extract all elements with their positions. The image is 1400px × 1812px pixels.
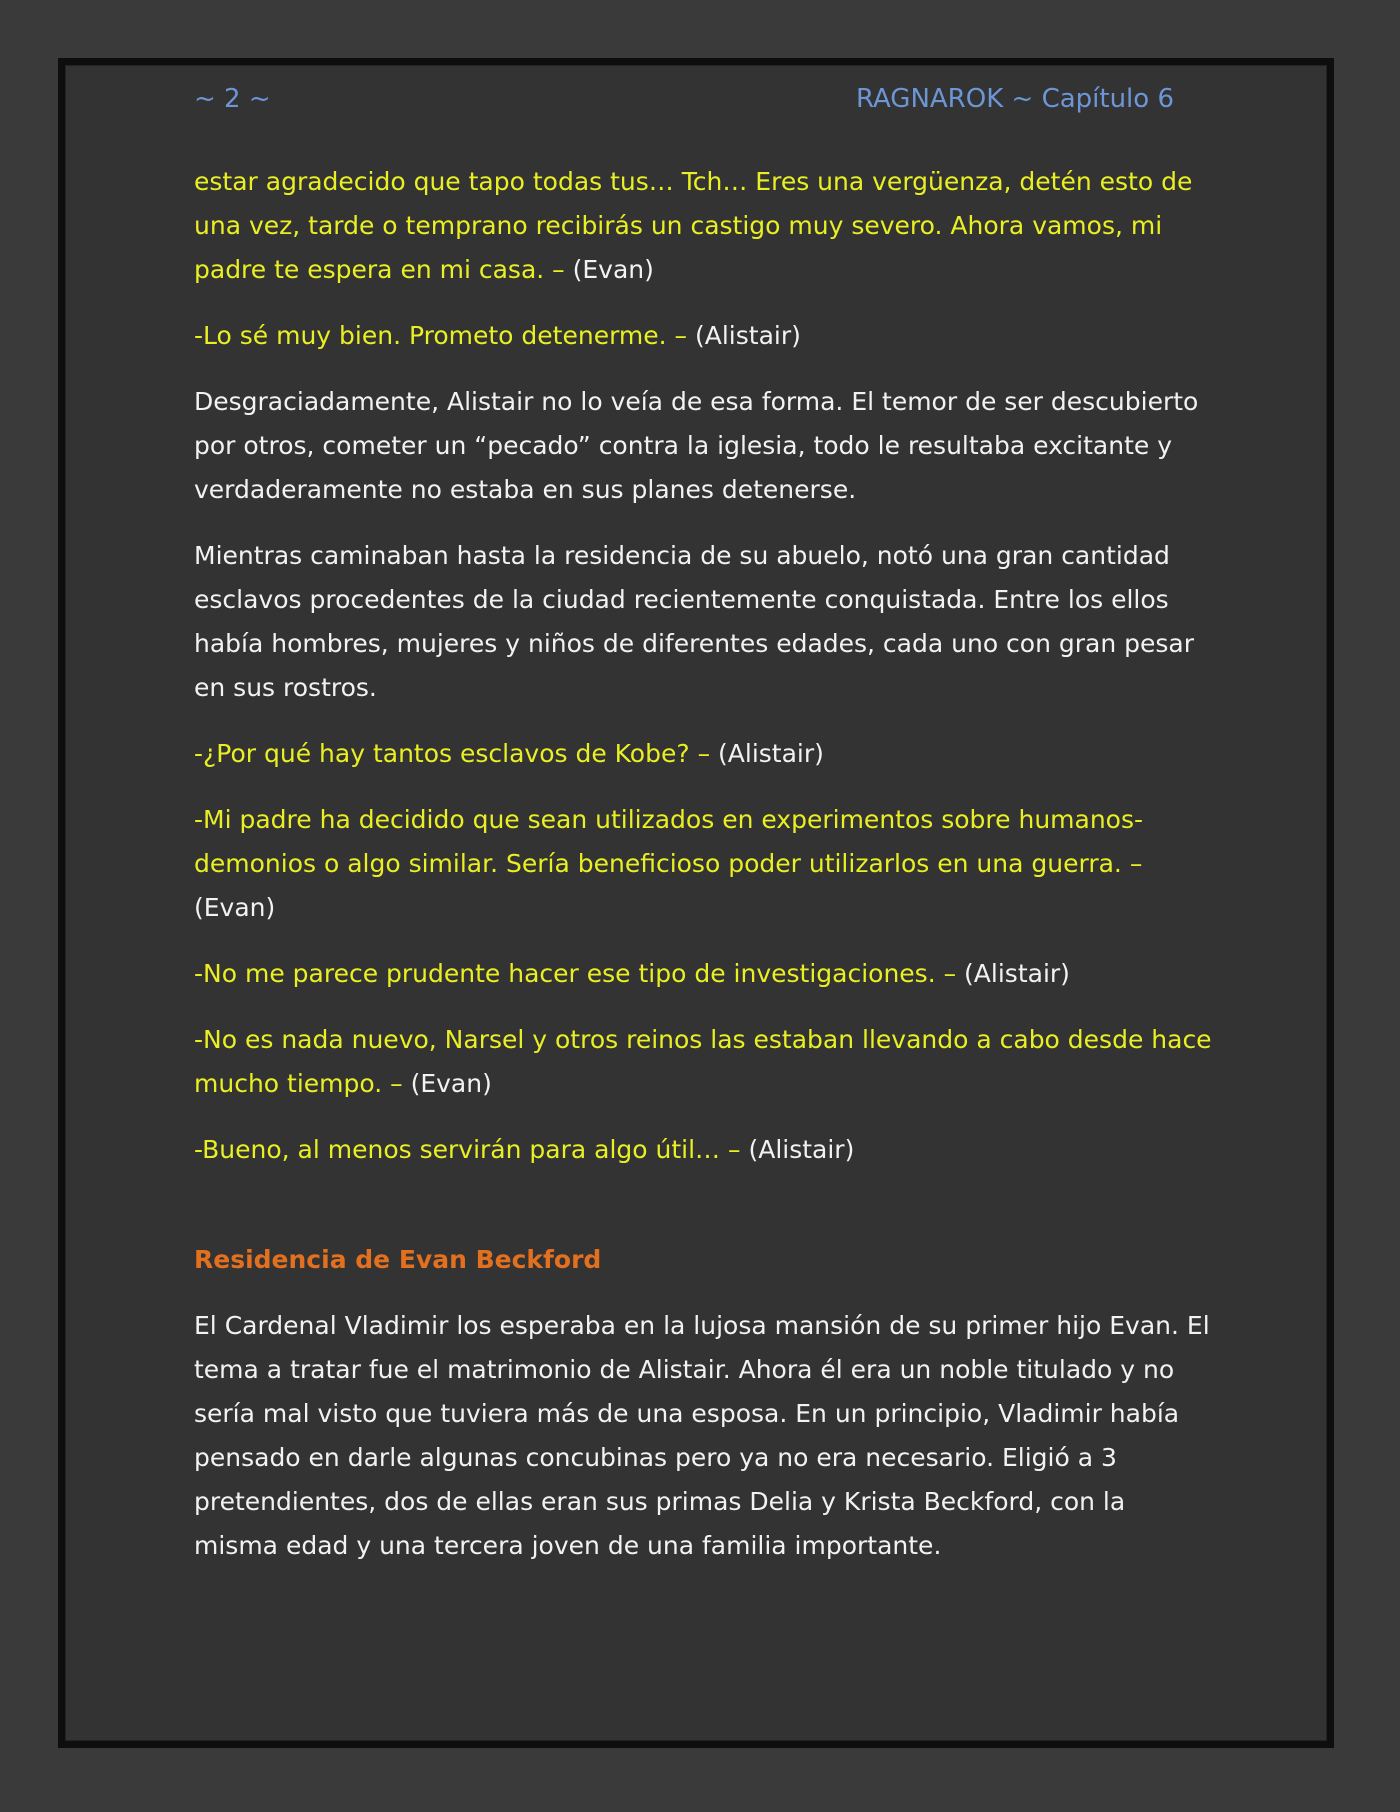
dialogue-text: -Lo sé muy bien. Prometo detenerme. – (194, 321, 688, 350)
speaker-tag: (Evan) (402, 1069, 492, 1098)
dialogue-paragraph (194, 952, 1214, 996)
dialogue-paragraph (194, 160, 1214, 292)
chapter-text (194, 160, 1214, 1590)
speaker-tag: (Alistair) (956, 959, 1070, 988)
narration-paragraph: El Cardenal Vladimir los esperaba en la lujosa mansión de su primer hijo Evan. El tema a tratar fue el matrimonio de Alistair. Ahora él era un noble titulado y no sería mal visto que tuviera más de una esposa. En un principio, Vladimir había pensado en darle algunas concubinas pero ya no era necesario. Eligió a 3 pretendientes, dos de ellas eran sus primas Delia y Krista Beckford, con la misma edad y una tercera joven de una familia importante. (194, 1311, 1210, 1560)
page-number: ~ 2 ~ (194, 84, 271, 114)
dialogue-text: -Bueno, al menos servirán para algo útil… – (194, 1135, 741, 1164)
speaker-tag: (Alistair) (740, 1135, 855, 1164)
dialogue-text: -Mi padre ha decidido que sean utilizados en experimentos sobre humanos-demonios o algo similar. Sería beneficioso poder utilizarlos en una guerra. – (194, 805, 1144, 878)
narration-paragraph: Mientras caminaban hasta la residencia de su abuelo, notó una gran cantidad esclavos procedentes de la ciudad recientemente conquistada. Entre los ellos había hombres, mujeres y niños de diferentes edades, cada uno con gran pesar en sus rostros. (194, 541, 1195, 702)
speaker-tag: (Evan) (564, 255, 654, 284)
dialogue-text: -No es nada nuevo, Narsel y otros reinos las estaban llevando a cabo desde hace mucho tiempo. – (194, 1025, 1212, 1098)
dialogue-paragraph (194, 1018, 1214, 1106)
dialogue-paragraph (194, 1128, 1214, 1172)
speaker-tag: (Alistair) (687, 321, 801, 350)
narration-paragraph: Desgraciadamente, Alistair no lo veía de esa forma. El temor de ser descubierto por otros, cometer un “pecado” contra la iglesia, todo le resultaba excitante y verdaderamente no estaba en sus planes detenerse. (194, 387, 1199, 504)
page-header (194, 80, 1174, 124)
dialogue-paragraph (194, 798, 1214, 930)
section-heading: Residencia de Evan Beckford (194, 1245, 602, 1274)
dialogue-paragraph (194, 732, 1214, 776)
speaker-tag: (Alistair) (710, 739, 824, 768)
running-title: RAGNAROK ~ Capítulo 6 (855, 84, 1174, 114)
speaker-tag: (Evan) (194, 893, 276, 922)
dialogue-paragraph (194, 314, 1214, 358)
dialogue-text: -No me parece prudente hacer ese tipo de investigaciones. – (194, 959, 957, 988)
dialogue-text: -¿Por qué hay tantos esclavos de Kobe? – (194, 739, 711, 768)
dialogue-text: estar agradecido que tapo todas tus… Tch… Eres una vergüenza, detén esto de una vez, tarde o temprano recibirás un castigo muy severo. Ahora vamos, mi padre te espera en mi casa. – (194, 167, 1193, 284)
